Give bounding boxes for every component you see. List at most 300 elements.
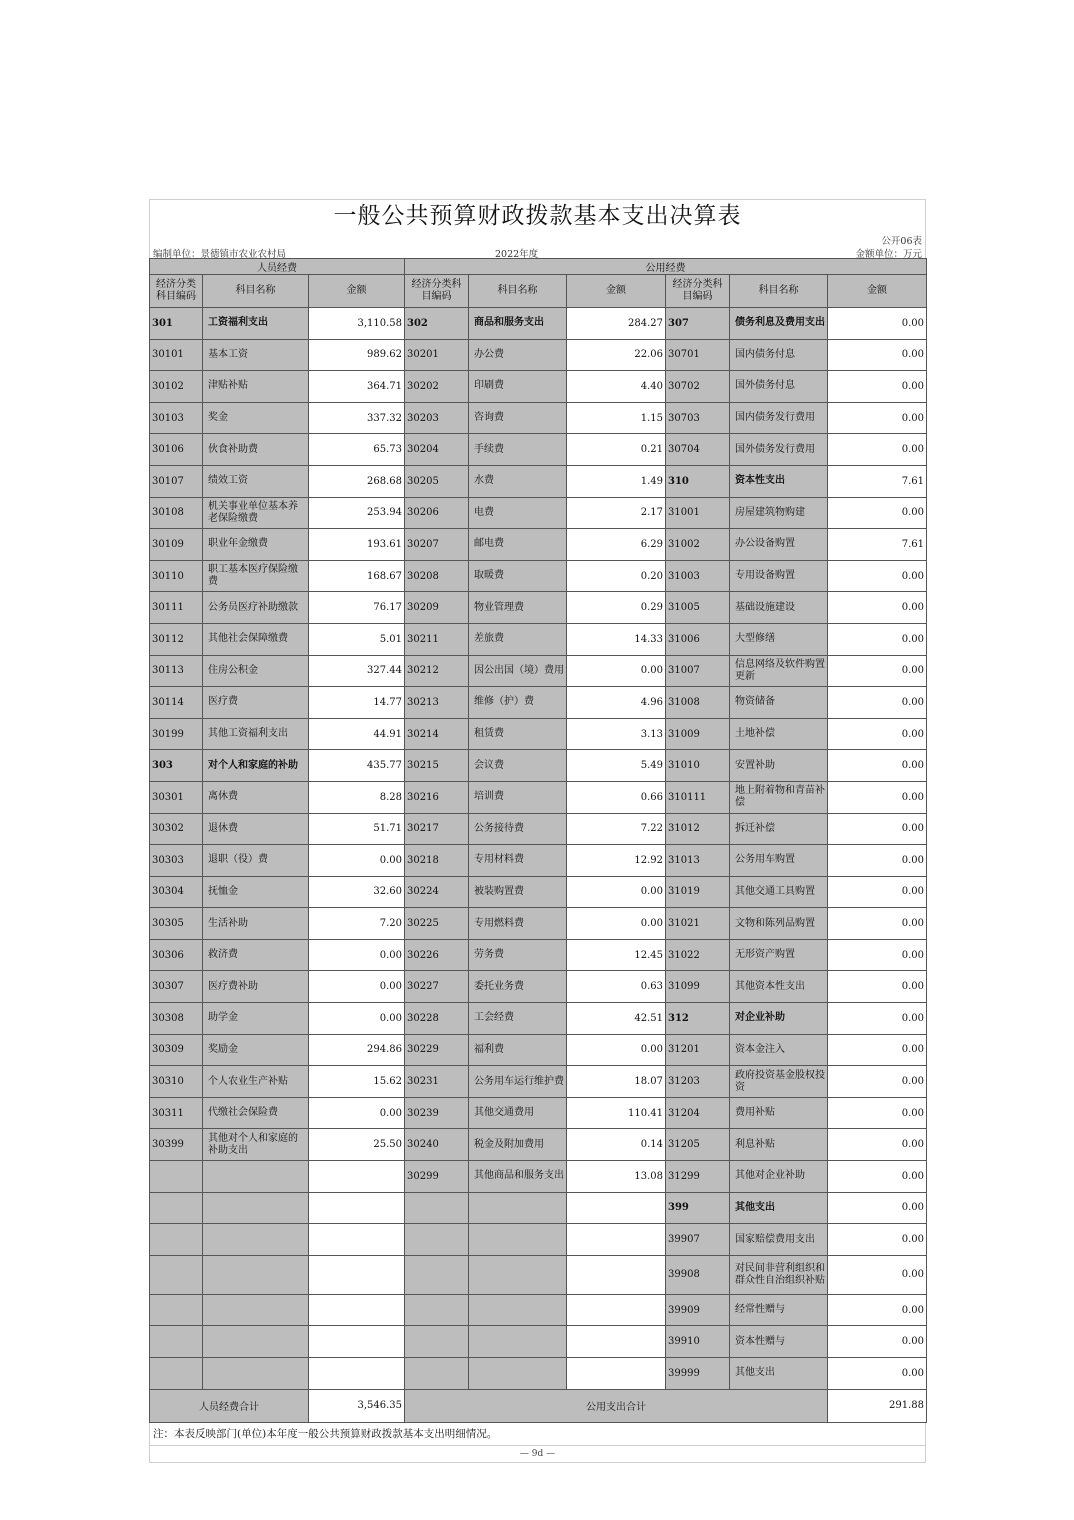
account-name: 公务用车运行维护费: [469, 1066, 567, 1098]
account-code: 39910: [666, 1326, 730, 1358]
account-name: 印刷费: [469, 371, 567, 403]
amount: 294.86: [309, 1034, 405, 1066]
account-name: 利息补贴: [730, 1129, 828, 1161]
total-personnel-amount: 3,546.35: [309, 1389, 405, 1422]
amount: 0.00: [828, 908, 927, 940]
table-row: [150, 1294, 927, 1326]
account-code: [150, 1294, 203, 1326]
amount: 65.73: [309, 434, 405, 466]
amount: [309, 1255, 405, 1294]
header-code: 经济分类科目编码: [666, 275, 730, 308]
account-code: 30302: [150, 813, 203, 845]
table-row: [150, 560, 927, 592]
account-name: 职业年金缴费: [203, 529, 309, 561]
account-code: 301: [150, 308, 203, 340]
account-code: [405, 1326, 469, 1358]
account-code: 30703: [666, 402, 730, 434]
account-code: [405, 1358, 469, 1390]
account-code: 30240: [405, 1129, 469, 1161]
account-code: 31021: [666, 908, 730, 940]
amount: 0.00: [828, 1326, 927, 1358]
amount: 14.77: [309, 687, 405, 719]
account-code: 30108: [150, 497, 203, 529]
account-code: 302: [405, 308, 469, 340]
amount: 2.17: [567, 497, 666, 529]
amount: 44.91: [309, 718, 405, 750]
amount: 0.14: [567, 1129, 666, 1161]
amount: 0.00: [828, 1066, 927, 1098]
account-name: 因公出国（境）费用: [469, 655, 567, 687]
amount: 0.00: [828, 339, 927, 371]
table-row: [150, 402, 927, 434]
account-code: 30305: [150, 908, 203, 940]
account-name: 对企业补助: [730, 1003, 828, 1035]
amount: 0.00: [828, 592, 927, 624]
table-row: [150, 592, 927, 624]
account-name: [469, 1192, 567, 1224]
account-code: 310111: [666, 781, 730, 813]
account-code: 31099: [666, 971, 730, 1003]
account-code: 30103: [150, 402, 203, 434]
account-code: 30299: [405, 1161, 469, 1193]
account-code: 30704: [666, 434, 730, 466]
account-name: 福利费: [469, 1034, 567, 1066]
header-name: 科目名称: [469, 275, 567, 308]
account-name: 经常性赠与: [730, 1294, 828, 1326]
amount: 284.27: [567, 308, 666, 340]
account-code: 399: [666, 1192, 730, 1224]
account-name: 住房公积金: [203, 655, 309, 687]
table-note: 注：本表反映部门(单位)本年度一般公共预算财政拨款基本支出明细情况。: [149, 1423, 926, 1445]
account-name: 无形资产购置: [730, 939, 828, 971]
amount: 0.00: [828, 718, 927, 750]
account-code: 30106: [150, 434, 203, 466]
expenditure-table: [149, 258, 927, 1423]
account-code: 310: [666, 465, 730, 497]
account-name: 取暖费: [469, 560, 567, 592]
account-name: 国外债务发行费用: [730, 434, 828, 466]
account-name: 奖金: [203, 402, 309, 434]
account-name: 其他交通工具购置: [730, 876, 828, 908]
account-code: 30212: [405, 655, 469, 687]
account-code: 31001: [666, 497, 730, 529]
amount: 0.00: [828, 1255, 927, 1294]
account-code: 31022: [666, 939, 730, 971]
amount: 0.00: [828, 371, 927, 403]
account-code: 31007: [666, 655, 730, 687]
table-row: [150, 1034, 927, 1066]
account-name: 医疗费补助: [203, 971, 309, 1003]
account-code: 31005: [666, 592, 730, 624]
amount: [567, 1326, 666, 1358]
header-code: 经济分类科目编码: [405, 275, 469, 308]
amount: 435.77: [309, 750, 405, 782]
amount: 13.08: [567, 1161, 666, 1193]
account-name: 国外债务付息: [730, 371, 828, 403]
account-code: 30213: [405, 687, 469, 719]
table-row: [150, 1224, 927, 1256]
account-code: 30308: [150, 1003, 203, 1035]
account-name: 专用材料费: [469, 845, 567, 877]
account-name: 工资福利支出: [203, 308, 309, 340]
total-public-label: 公用支出合计: [405, 1389, 828, 1422]
amount: [567, 1192, 666, 1224]
account-name: 公务用车购置: [730, 845, 828, 877]
account-code: 31013: [666, 845, 730, 877]
amount: 0.00: [828, 623, 927, 655]
account-name: 物资储备: [730, 687, 828, 719]
amount: 0.00: [828, 655, 927, 687]
amount: 5.49: [567, 750, 666, 782]
money-unit: 金额单位：万元: [855, 249, 922, 260]
account-name: 职工基本医疗保险缴费: [203, 560, 309, 592]
amount: 3.13: [567, 718, 666, 750]
account-code: [150, 1161, 203, 1193]
account-name: 债务利息及费用支出: [730, 308, 828, 340]
compiling-unit: 编制单位：景德镇市农业农村局: [153, 249, 287, 260]
amount: 0.00: [828, 308, 927, 340]
amount: 0.00: [828, 813, 927, 845]
amount: 76.17: [309, 592, 405, 624]
amount: 110.41: [567, 1097, 666, 1129]
amount: 0.00: [828, 402, 927, 434]
account-name: 文物和陈列品购置: [730, 908, 828, 940]
table-body: [150, 308, 927, 1390]
amount: 0.00: [828, 876, 927, 908]
account-name: 培训费: [469, 781, 567, 813]
amount: 364.71: [309, 371, 405, 403]
account-code: 31299: [666, 1161, 730, 1193]
header-name: 科目名称: [730, 275, 828, 308]
account-name: 资本金注入: [730, 1034, 828, 1066]
account-name: 其他支出: [730, 1192, 828, 1224]
account-code: 39907: [666, 1224, 730, 1256]
amount: 268.68: [309, 465, 405, 497]
account-code: 30224: [405, 876, 469, 908]
account-name: [203, 1224, 309, 1256]
amount: 42.51: [567, 1003, 666, 1035]
account-code: 30702: [666, 371, 730, 403]
table-row: [150, 971, 927, 1003]
account-name: 手续费: [469, 434, 567, 466]
account-code: 30229: [405, 1034, 469, 1066]
account-name: 其他交通费用: [469, 1097, 567, 1129]
account-name: 地上附着物和青苗补偿: [730, 781, 828, 813]
header-code: 经济分类科目编码: [150, 275, 203, 308]
amount: [567, 1224, 666, 1256]
account-name: 会议费: [469, 750, 567, 782]
account-code: [150, 1192, 203, 1224]
amount: 0.00: [828, 1224, 927, 1256]
account-name: 其他资本性支出: [730, 971, 828, 1003]
account-name: [203, 1255, 309, 1294]
account-code: 30227: [405, 971, 469, 1003]
amount: 0.00: [828, 1294, 927, 1326]
account-name: 商品和服务支出: [469, 308, 567, 340]
account-code: [405, 1224, 469, 1256]
account-code: 31006: [666, 623, 730, 655]
account-name: 奖励金: [203, 1034, 309, 1066]
account-code: 307: [666, 308, 730, 340]
account-name: 其他支出: [730, 1358, 828, 1390]
table-row: [150, 908, 927, 940]
account-name: 工会经费: [469, 1003, 567, 1035]
account-code: 31003: [666, 560, 730, 592]
account-code: 30399: [150, 1129, 203, 1161]
account-code: 30109: [150, 529, 203, 561]
amount: [309, 1294, 405, 1326]
amount: 1.15: [567, 402, 666, 434]
amount: 7.22: [567, 813, 666, 845]
account-name: [203, 1192, 309, 1224]
amount: 0.20: [567, 560, 666, 592]
amount: 0.66: [567, 781, 666, 813]
account-code: [405, 1192, 469, 1224]
amount: 3,110.58: [309, 308, 405, 340]
account-name: [203, 1358, 309, 1390]
amount: [309, 1192, 405, 1224]
amount: 193.61: [309, 529, 405, 561]
account-name: 绩效工资: [203, 465, 309, 497]
table-row: [150, 813, 927, 845]
table-row: [150, 845, 927, 877]
amount: 0.63: [567, 971, 666, 1003]
account-name: 对民间非营利组织和群众性自治组织补贴: [730, 1255, 828, 1294]
account-code: 30216: [405, 781, 469, 813]
amount: 7.61: [828, 529, 927, 561]
account-code: 30228: [405, 1003, 469, 1035]
amount: 8.28: [309, 781, 405, 813]
account-name: 被装购置费: [469, 876, 567, 908]
account-code: 30112: [150, 623, 203, 655]
table-row: [150, 750, 927, 782]
account-name: 其他工资福利支出: [203, 718, 309, 750]
table-row: [150, 465, 927, 497]
account-code: 31201: [666, 1034, 730, 1066]
amount: 0.00: [309, 1097, 405, 1129]
amount: 51.71: [309, 813, 405, 845]
amount: 14.33: [567, 623, 666, 655]
account-code: 30114: [150, 687, 203, 719]
amount: 0.00: [828, 781, 927, 813]
amount: 0.00: [828, 1192, 927, 1224]
account-name: 国家赔偿费用支出: [730, 1224, 828, 1256]
account-name: 费用补贴: [730, 1097, 828, 1129]
account-name: 其他社会保障缴费: [203, 623, 309, 655]
amount: [567, 1255, 666, 1294]
account-name: 抚恤金: [203, 876, 309, 908]
totals-row: [150, 1389, 927, 1422]
account-code: 30203: [405, 402, 469, 434]
account-code: 30231: [405, 1066, 469, 1098]
account-code: 31205: [666, 1129, 730, 1161]
table-row: [150, 655, 927, 687]
amount: 0.00: [567, 1034, 666, 1066]
table-row: [150, 1192, 927, 1224]
account-code: [150, 1255, 203, 1294]
amount: 12.92: [567, 845, 666, 877]
account-name: 租赁费: [469, 718, 567, 750]
account-code: 30206: [405, 497, 469, 529]
account-code: 30307: [150, 971, 203, 1003]
account-name: [203, 1161, 309, 1193]
account-code: 30218: [405, 845, 469, 877]
amount: 989.62: [309, 339, 405, 371]
account-name: 退职（役）费: [203, 845, 309, 877]
amount: [309, 1326, 405, 1358]
amount: 253.94: [309, 497, 405, 529]
account-name: 安置补助: [730, 750, 828, 782]
account-name: [203, 1294, 309, 1326]
amount: 337.32: [309, 402, 405, 434]
amount: 0.00: [828, 971, 927, 1003]
amount: 0.00: [828, 560, 927, 592]
account-name: 机关事业单位基本养老保险缴费: [203, 497, 309, 529]
account-code: 30102: [150, 371, 203, 403]
account-name: 津贴补贴: [203, 371, 309, 403]
account-name: 退休费: [203, 813, 309, 845]
account-name: 维修（护）费: [469, 687, 567, 719]
table-row: [150, 1161, 927, 1193]
account-name: 委托业务费: [469, 971, 567, 1003]
account-code: 30304: [150, 876, 203, 908]
account-code: 31019: [666, 876, 730, 908]
amount: 0.00: [309, 971, 405, 1003]
account-name: 救济费: [203, 939, 309, 971]
account-code: 30311: [150, 1097, 203, 1129]
account-name: 助学金: [203, 1003, 309, 1035]
amount: 0.00: [828, 497, 927, 529]
table-row: [150, 1097, 927, 1129]
amount: 0.00: [309, 1003, 405, 1035]
account-name: 国内债务付息: [730, 339, 828, 371]
amount: 22.06: [567, 339, 666, 371]
report-sheet: [149, 199, 926, 1463]
table-row: [150, 1326, 927, 1358]
amount: 0.00: [567, 908, 666, 940]
amount: [567, 1294, 666, 1326]
report-meta: [149, 232, 926, 258]
amount: [309, 1224, 405, 1256]
table-row: [150, 876, 927, 908]
amount: [309, 1161, 405, 1193]
group-personnel: 人员经费: [150, 259, 405, 275]
account-name: [469, 1294, 567, 1326]
account-name: 医疗费: [203, 687, 309, 719]
account-name: 资本性赠与: [730, 1326, 828, 1358]
account-code: 31002: [666, 529, 730, 561]
account-name: 大型修缮: [730, 623, 828, 655]
amount: 5.01: [309, 623, 405, 655]
table-row: [150, 529, 927, 561]
account-name: 水费: [469, 465, 567, 497]
account-code: 39999: [666, 1358, 730, 1390]
amount: 7.20: [309, 908, 405, 940]
group-public: 公用经费: [405, 259, 927, 275]
account-code: 30226: [405, 939, 469, 971]
account-name: 差旅费: [469, 623, 567, 655]
account-code: 30208: [405, 560, 469, 592]
total-personnel-label: 人员经费合计: [150, 1389, 309, 1422]
account-name: [469, 1255, 567, 1294]
amount: 4.40: [567, 371, 666, 403]
account-name: 信息网络及软件购置更新: [730, 655, 828, 687]
account-name: 生活补助: [203, 908, 309, 940]
account-code: 30209: [405, 592, 469, 624]
account-code: 312: [666, 1003, 730, 1035]
account-code: 31008: [666, 687, 730, 719]
account-name: [469, 1224, 567, 1256]
amount: 25.50: [309, 1129, 405, 1161]
account-name: 专用燃料费: [469, 908, 567, 940]
amount: 0.00: [828, 1129, 927, 1161]
account-code: 30111: [150, 592, 203, 624]
account-name: 拆迁补偿: [730, 813, 828, 845]
account-name: 个人农业生产补贴: [203, 1066, 309, 1098]
amount: 0.00: [828, 687, 927, 719]
amount: 0.00: [567, 655, 666, 687]
account-code: 30306: [150, 939, 203, 971]
table-row: [150, 1255, 927, 1294]
account-code: 30110: [150, 560, 203, 592]
amount: 0.00: [567, 876, 666, 908]
table-row: [150, 939, 927, 971]
amount: 32.60: [309, 876, 405, 908]
table-number: 公开06表: [881, 236, 922, 247]
amount: 0.00: [828, 1003, 927, 1035]
account-name: 公务员医疗补助缴款: [203, 592, 309, 624]
amount: 327.44: [309, 655, 405, 687]
account-name: 其他对企业补助: [730, 1161, 828, 1193]
table-row: [150, 497, 927, 529]
account-code: [405, 1255, 469, 1294]
account-name: 对个人和家庭的补助: [203, 750, 309, 782]
amount: [567, 1358, 666, 1390]
account-code: [150, 1326, 203, 1358]
amount: 0.00: [309, 845, 405, 877]
header-amount: 金额: [309, 275, 405, 308]
account-code: 303: [150, 750, 203, 782]
amount: 168.67: [309, 560, 405, 592]
amount: 6.29: [567, 529, 666, 561]
account-name: 专用设备购置: [730, 560, 828, 592]
table-row: [150, 623, 927, 655]
account-code: [405, 1294, 469, 1326]
account-name: 公务接待费: [469, 813, 567, 845]
header-name: 科目名称: [203, 275, 309, 308]
amount: 0.00: [828, 750, 927, 782]
account-name: 基本工资: [203, 339, 309, 371]
table-row: [150, 1066, 927, 1098]
amount: 7.61: [828, 465, 927, 497]
table-row: [150, 687, 927, 719]
amount: 0.00: [309, 939, 405, 971]
account-code: 31204: [666, 1097, 730, 1129]
account-name: 资本性支出: [730, 465, 828, 497]
table-row: [150, 371, 927, 403]
account-name: 政府投资基金股权投资: [730, 1066, 828, 1098]
account-name: 代缴社会保险费: [203, 1097, 309, 1129]
account-code: 39908: [666, 1255, 730, 1294]
account-name: 土地补偿: [730, 718, 828, 750]
amount: 12.45: [567, 939, 666, 971]
amount: 0.21: [567, 434, 666, 466]
account-name: 咨询费: [469, 402, 567, 434]
amount: 4.96: [567, 687, 666, 719]
header-amount: 金额: [828, 275, 927, 308]
account-name: 税金及附加费用: [469, 1129, 567, 1161]
account-name: 电费: [469, 497, 567, 529]
